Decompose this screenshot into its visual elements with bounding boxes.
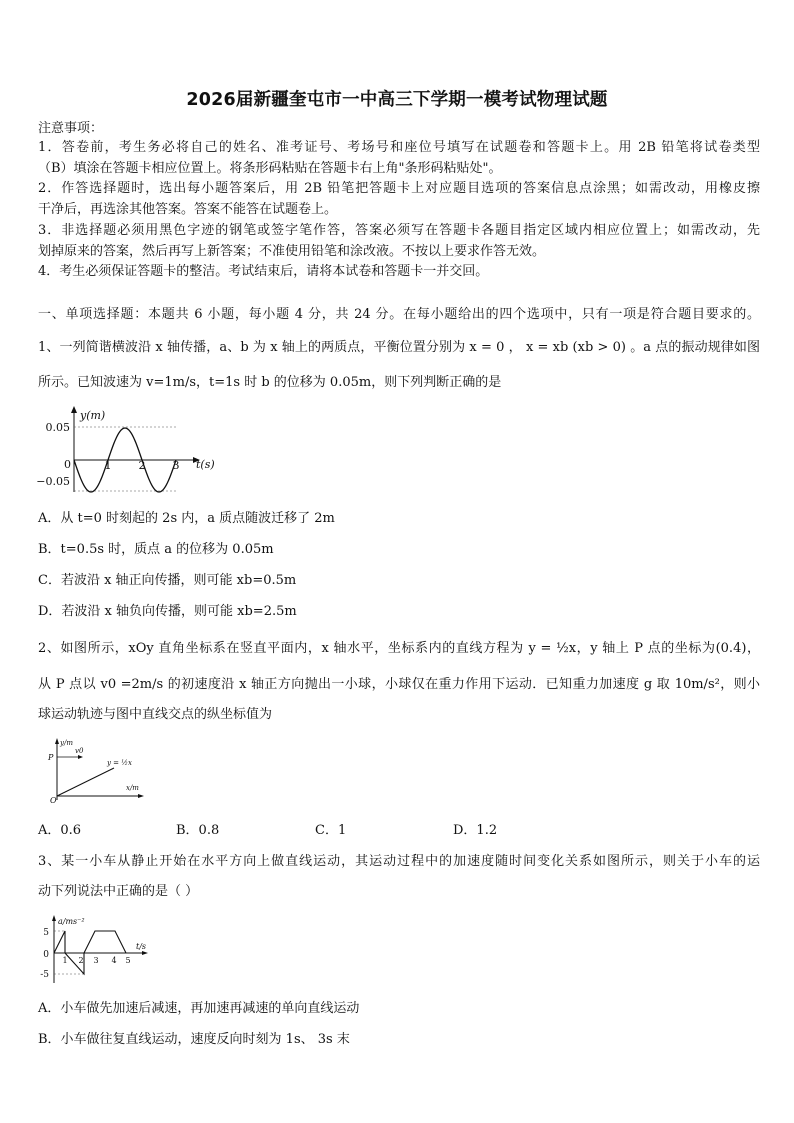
y-axis-arrow bbox=[71, 406, 77, 413]
origin-label: 0 bbox=[43, 950, 49, 960]
y-axis-arrow bbox=[55, 738, 59, 744]
y-tick-label: −0.05 bbox=[36, 475, 70, 488]
x-axis-label: t/s bbox=[136, 942, 147, 951]
q1-figure bbox=[36, 404, 226, 494]
question-2-text: 球运动轨迹与图中直线交点的纵坐标值为 bbox=[38, 707, 273, 722]
option-b: B．小车做往复直线运动，速度反向时刻为 1s、 3s 末 bbox=[38, 1032, 350, 1047]
x-tick-label: 2 bbox=[78, 956, 84, 965]
x-axis-label: x/m bbox=[126, 784, 139, 792]
x-tick-label: 3 bbox=[172, 459, 180, 472]
origin-label: O bbox=[50, 796, 57, 805]
x-tick-label: 4 bbox=[111, 956, 117, 965]
x-axis-arrow bbox=[142, 951, 148, 955]
x-axis-label: t(s) bbox=[196, 458, 215, 471]
page-title: 2026届新疆奎屯市一中高三下学期一模考试物理试题 bbox=[186, 90, 608, 110]
option-d: D．若波沿 x 轴负向传播，则可能 xb=2.5m bbox=[38, 604, 297, 619]
y-tick-label: 5 bbox=[43, 928, 49, 938]
question-3-text: 3、某一小车从静止开始在水平方向上做直线运动，其运动过程中的加速度随时间变化关系如图所示，则关于小车的运 bbox=[38, 854, 760, 869]
question-2-text: 2、如图所示，xOy 直角坐标系在竖直平面内，x 轴水平，坐标系内的直线方程为 y = ½x，y 轴上 P 点的坐标为(0.4)， bbox=[38, 641, 760, 656]
y-axis-label: y(m) bbox=[80, 409, 106, 422]
question-3-text: 动下列说法中正确的是（ ） bbox=[38, 884, 199, 899]
notice-line: 划掉原来的答案，然后再写上新答案；不准使用铅笔和涂改液。不按以上要求作答无效。 bbox=[38, 244, 546, 259]
q3-figure bbox=[34, 913, 154, 985]
option-c: C．1 bbox=[315, 823, 347, 838]
option-b: B．0.8 bbox=[176, 823, 220, 838]
option-c: C．若波沿 x 轴正向传播，则可能 xb=0.5m bbox=[38, 573, 297, 588]
y-tick-label: -5 bbox=[40, 970, 49, 980]
x-tick-label: 1 bbox=[104, 459, 112, 472]
option-a: A．小车做先加速后减速，再加速再减速的单向直线运动 bbox=[38, 1001, 360, 1016]
section-heading: 一、单项选择题：本题共 6 小题，每小题 4 分，共 24 分。在每小题给出的四个选项中，只有一项是符合题目要求的。 bbox=[38, 307, 760, 322]
notice-line: 2．作答选择题时，选出每小题答案后，用 2B 铅笔把答题卡上对应题目选项的答案信息点涂黑；如需改动，用橡皮擦 bbox=[38, 181, 760, 196]
y-axis-label: a/ms⁻² bbox=[58, 917, 85, 926]
notice-line: 4．考生必须保证答题卡的整洁。考试结束后，请将本试卷和答题卡一并交回。 bbox=[38, 264, 489, 279]
y-tick-label: 0.05 bbox=[45, 421, 70, 434]
velocity-label: v0 bbox=[75, 747, 84, 755]
x-tick-label: 1 bbox=[62, 956, 68, 965]
notice-line: 干净后，再选涂其他答案。答案不能答在试题卷上。 bbox=[38, 202, 338, 217]
x-tick-label: 5 bbox=[125, 956, 131, 965]
x-axis-arrow bbox=[138, 794, 144, 798]
option-b: B．t=0.5s 时，质点 a 的位移为 0.05m bbox=[38, 542, 274, 557]
line-label: y = ½x bbox=[107, 759, 133, 767]
question-1-text: 所示。已知波速为 v=1m/s，t=1s 时 b 的位移为 0.05m，则下列判断正确的是 bbox=[38, 375, 502, 390]
question-1-text: 1、一列简谐横波沿 x 轴传播，a、b 为 x 轴上的两质点，平衡位置分别为 x = 0 ， x = xb (xb > 0) 。a 点的振动规律如图 bbox=[38, 340, 760, 355]
x-tick-label: 3 bbox=[93, 956, 99, 965]
option-d: D．1.2 bbox=[453, 823, 498, 838]
option-a: A．从 t=0 时刻起的 2s 内，a 质点随波迁移了 2m bbox=[38, 511, 335, 526]
y-axis-label: y/m bbox=[60, 739, 73, 747]
notice-line: （B）填涂在答题卡相应位置上。将条形码粘贴在答题卡右上角"条形码粘贴处"。 bbox=[38, 161, 502, 176]
y-axis-arrow bbox=[52, 915, 56, 921]
option-a: A．0.6 bbox=[38, 823, 82, 838]
q2-figure bbox=[44, 736, 154, 806]
origin-label: 0 bbox=[64, 458, 71, 471]
p-point-label: P bbox=[48, 753, 54, 762]
question-2-text: 从 P 点以 v0 =2m/s 的初速度沿 x 轴正方向抛出一小球，小球仅在重力作用下运动．已知重力加速度 g 取 10m/s²，则小 bbox=[38, 677, 760, 692]
line-y-half-x bbox=[57, 768, 114, 796]
notice-line: 1．答卷前，考生务必将自己的姓名、准考证号、考场号和座位号填写在试题卷和答题卡上。用 2B 铅笔将试卷类型 bbox=[38, 140, 760, 155]
notice-heading: 注意事项： bbox=[38, 121, 104, 136]
notice-line: 3．非选择题必须用黑色字迹的钢笔或签字笔作答，答案必须写在答题卡各题目指定区域内相应位置上；如需改动，先 bbox=[38, 223, 760, 238]
velocity-arrow-head bbox=[78, 755, 83, 759]
x-tick-label: 2 bbox=[138, 459, 146, 472]
